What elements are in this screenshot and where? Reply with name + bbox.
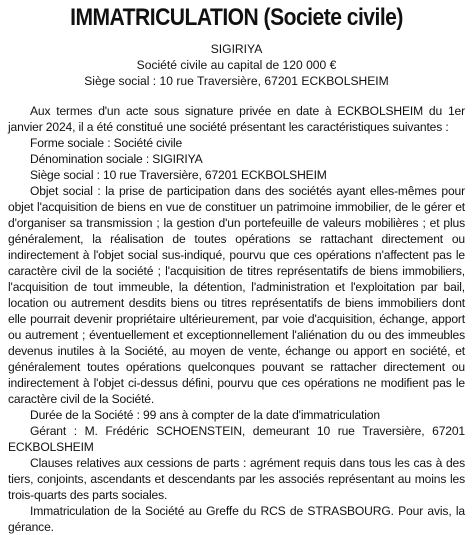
company-seat: Siège social : 10 rue Traversière, 67201 ECKBOLSHEIM	[84, 74, 389, 88]
legal-form-line: Forme sociale : Société civile	[30, 136, 183, 150]
manager-paragraph: Gérant : M. Frédéric SCHOENSTEIN, demeurant 10 rue Traversière, 67201 ECKBOLSHEIM	[8, 424, 465, 454]
company-header	[8, 41, 465, 89]
company-name: SIGIRIYA	[210, 42, 263, 56]
company-denomination-line: Dénomination sociale : SIGIRIYA	[30, 152, 203, 166]
notice-body	[8, 103, 465, 535]
share-transfer-paragraph: Clauses relatives aux cessions de parts : agrément requis dans tous les cas à des tiers, conjoints, ascendants et descendants par les associés représentant au moins les trois-quarts des parts sociales.	[8, 456, 465, 502]
registration-paragraph: Immatriculation de la Société au Greffe du RCS de STRASBOURG. Pour avis, la gérance.	[8, 504, 465, 534]
notice-title: IMMATRICULATION (Societe civile)	[70, 4, 403, 31]
intro-paragraph: Aux termes d'un acte sous signature privée en date à ECKBOLSHEIM du 1er janvier 2024, il a été constitué une société présentant les caractéristiques suivantes :	[8, 104, 465, 134]
duration-line: Durée de la Société : 99 ans à compter de la date d'immatriculation	[30, 408, 380, 422]
company-capital: Société civile au capital de 120 000 €	[136, 58, 337, 72]
registered-office-line: Siège social : 10 rue Traversière, 67201 ECKBOLSHEIM	[30, 168, 327, 182]
corporate-purpose-paragraph: Objet social : la prise de participation dans des sociétés ayant elles-mêmes pour objet l'acquisition de biens en vue de constituer un patrimoine immobilier, de le gérer et d'organiser sa transmission ; la gestion d'un portefeuille de valeurs mobilières ; et plus généralement, la réalisation de toutes opérations se rattachant directement ou indirectement à l'objet social sus-indiqué, pourvu que ces opérations n'affectent pas le caractère civil de la société ; l'acquisition de titres représentatifs de biens immobiliers, l'acquisition de tout immeuble, la détention, l'administration et l'exploitation par bail, location ou autrement desdits biens ou titres représentatifs de biens immobiliers dont elle pourrait devenir propriétaire ultérieurement, par voie d'acquisition, échange, apport ou autrement ; éventuellement et exceptionnellement l'aliénation du ou des immeubles devenus inutiles à la Société, au moyen de vente, échange ou apport en société, et généralement toutes opérations quelconques pouvant se rattacher directement ou indirectement à l'objet ci-dessus défini, pourvu que ces opérations ne modifient pas le caractère civil de la Société.	[8, 184, 465, 406]
